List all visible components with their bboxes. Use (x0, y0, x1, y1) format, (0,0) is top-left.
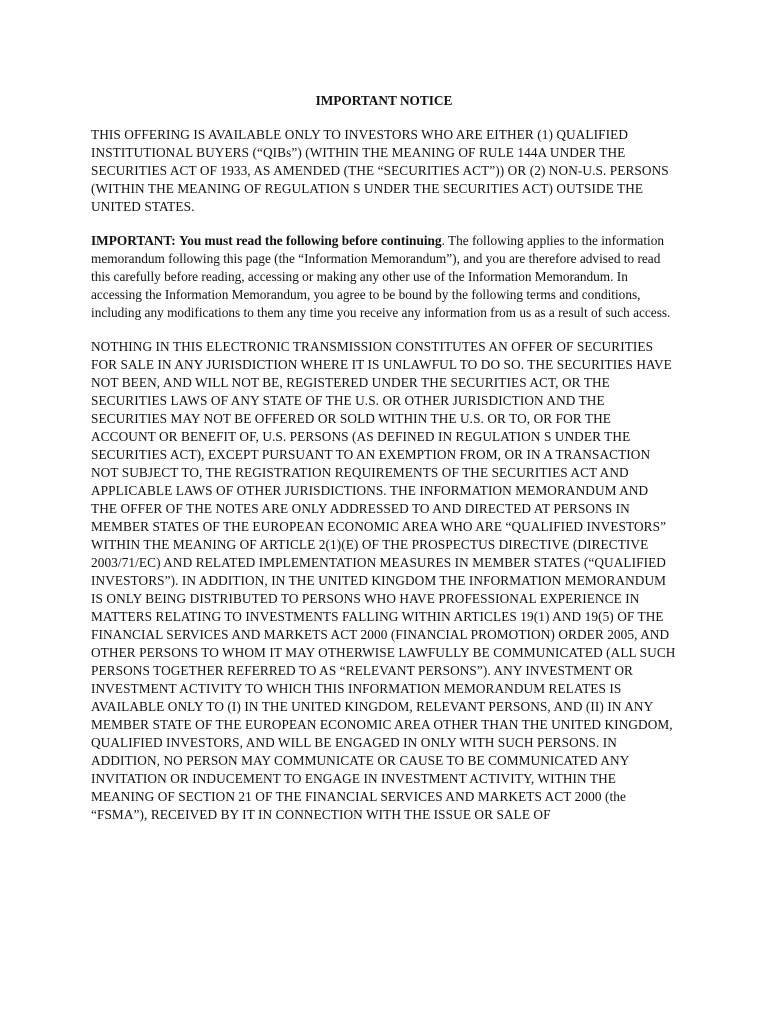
offering-eligibility-paragraph: THIS OFFERING IS AVAILABLE ONLY TO INVESTORS WHO ARE EITHER (1) QUALIFIED INSTITUTIONAL BUYERS (“QIBs”) (WITHIN THE MEANING OF RULE 144A UNDER THE SECURITIES ACT OF 1933, AS AMENDED (THE “SECURITIES ACT”)) OR (2) NON-U.S. PERSONS (WITHIN THE MEANING OF REGULATION S UNDER THE SECURITIES ACT) OUTSIDE THE UNITED STATES. (91, 127, 669, 214)
important-instruction: You must read the following before continuing (179, 233, 442, 248)
important-body-text: . The following applies to the information memorandum following this page (the “Information Memorandum”), and you are therefore advised to read this carefully before reading, accessing or making any other use of the Information Memorandum. In accessing the Information Memorandum, you agree to be bound by the following terms and conditions, including any modifications to them any time you receive any information from us as a result of such access. (91, 233, 671, 320)
document-content (91, 92, 677, 824)
securities-restrictions-paragraph: NOTHING IN THIS ELECTRONIC TRANSMISSION CONSTITUTES AN OFFER OF SECURITIES FOR SALE IN ANY JURISDICTION WHERE IT IS UNLAWFUL TO DO SO. THE SECURITIES HAVE NOT BEEN, AND WILL NOT BE, REGISTERED UNDER THE SECURITIES ACT, OR THE SECURITIES LAWS OF ANY STATE OF THE U.S. OR OTHER JURISDICTION AND THE SECURITIES MAY NOT BE OFFERED OR SOLD WITHIN THE U.S. OR TO, OR FOR THE ACCOUNT OR BENEFIT OF, U.S. PERSONS (AS DEFINED IN REGULATION S UNDER THE SECURITIES ACT), EXCEPT PURSUANT TO AN EXEMPTION FROM, OR IN A TRANSACTION NOT SUBJECT TO, THE REGISTRATION REQUIREMENTS OF THE SECURITIES ACT AND APPLICABLE LAWS OF OTHER JURISDICTIONS. THE INFORMATION MEMORANDUM AND THE OFFER OF THE NOTES ARE ONLY ADDRESSED TO AND DIRECTED AT PERSONS IN MEMBER STATES OF THE EUROPEAN ECONOMIC AREA WHO ARE “QUALIFIED INVESTORS” WITHIN THE MEANING OF ARTICLE 2(1)(E) OF THE PROSPECTUS DIRECTIVE (DIRECTIVE 2003/71/EC) AND RELATED IMPLEMENTATION MEASURES IN MEMBER STATES (“QUALIFIED INVESTORS”). IN ADDITION, IN THE UNITED KINGDOM THE INFORMATION MEMORANDUM IS ONLY BEING DISTRIBUTED TO PERSONS WHO HAVE PROFESSIONAL EXPERIENCE IN MATTERS RELATING TO INVESTMENTS FALLING WITHIN ARTICLES 19(1) AND 19(5) OF THE FINANCIAL SERVICES AND MARKETS ACT 2000 (FINANCIAL PROMOTION) ORDER 2005, AND OTHER PERSONS TO WHOM IT MAY OTHERWISE LAWFULLY BE COMMUNICATED (ALL SUCH PERSONS TOGETHER REFERRED TO AS “RELEVANT PERSONS”). ANY INVESTMENT OR INVESTMENT ACTIVITY TO WHICH THIS INFORMATION MEMORANDUM RELATES IS AVAILABLE ONLY TO (I) IN THE UNITED KINGDOM, RELEVANT PERSONS, AND (II) IN ANY MEMBER STATE OF THE EUROPEAN ECONOMIC AREA OTHER THAN THE UNITED KINGDOM, QUALIFIED INVESTORS, AND WILL BE ENGAGED IN ONLY WITH SUCH PERSONS. IN ADDITION, NO PERSON MAY COMMUNICATE OR CAUSE TO BE COMMUNICATED ANY INVITATION OR INDUCEMENT TO ENGAGE IN INVESTMENT ACTIVITY, WITHIN THE MEANING OF SECTION 21 OF THE FINANCIAL SERVICES AND MARKETS ACT 2000 (the “FSMA”), RECEIVED BY IT IN CONNECTION WITH THE ISSUE OR SALE OF (91, 339, 676, 822)
important-instructions-paragraph (91, 232, 677, 322)
important-label: IMPORTANT: (91, 233, 176, 248)
document-title: IMPORTANT NOTICE (315, 93, 453, 108)
